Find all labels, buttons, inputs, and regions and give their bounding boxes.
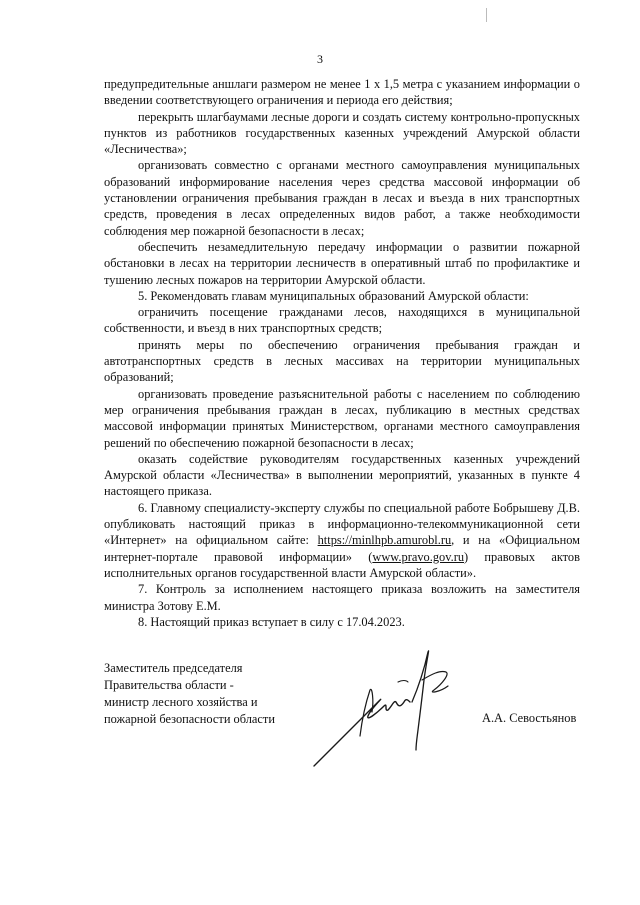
scan-mark (486, 8, 487, 22)
position-line: Правительства области - (104, 678, 234, 692)
paragraph: ограничить посещение гражданами лесов, находящихся в муниципальной собственности, и въезд в них транспортных средств; (104, 305, 580, 336)
position-line: Заместитель председателя (104, 661, 243, 675)
paragraph: 5. Рекомендовать главам муниципальных образований Амурской области: (138, 288, 529, 303)
paragraph: перекрыть шлагбаумами лесные дороги и создать систему контрольно-пропускных пунктов из работников государственных казенных учреждений Амурской области «Лесничества»; (104, 109, 580, 157)
paragraph: принять меры по обеспечению ограничения пребывания граждан и автотранспортных средств в лесных массивах на территории муниципальных образований; (104, 337, 580, 385)
site-link[interactable]: https://minlhpb.amurobl.ru (317, 533, 452, 548)
signer-name: А.А. Севостьянов (482, 711, 577, 725)
paragraph: 7. Контроль за исполнением настоящего приказа возложить на заместителя министра Зотову Е.М. (104, 582, 580, 613)
paragraph: обеспечить незамедлительную передачу информации о развитии пожарной обстановки в лесах на территории лесничеств в оперативный штаб по профилактике и тушению лесных пожаров на территории Амурской области. (104, 239, 580, 287)
paragraph: 8. Настоящий приказ вступает в силу с 17.04.2023. (138, 614, 405, 629)
paragraph: оказать содействие руководителям государственных казенных учреждений Амурской области «Лесничества» в выполнении мероприятий, указанных в пункте 4 настоящего приказа. (104, 451, 580, 499)
paragraph: организовать проведение разъяснительной работы с населением по соблюдению мер ограничения пребывания граждан в лесах, публикацию в местных средствах массовой информации принятых Министерством, органами местного самоуправления решений по обеспечению пожарной безопасности в лесах; (104, 386, 580, 450)
page-number: 3 (317, 52, 323, 66)
document-body (104, 76, 580, 630)
position-line: министр лесного хозяйства и (104, 695, 258, 709)
item6-text: 6. Главному специалисту-эксперту службы по специальной работе Бобрышеву Д.В. опубликовать настоящий приказ в информационно-телекоммуникационной сети «Интернет» на официальном сайте: (104, 500, 580, 548)
paragraph: предупредительные аншлаги размером не менее 1 х 1,5 метра с указанием информации о введении соответствующего ограничения и периода его действия; (104, 77, 580, 108)
pravo-link[interactable]: www.pravo.gov.ru (372, 549, 465, 564)
signatory-position (104, 660, 275, 728)
paragraph: организовать совместно с органами местного самоуправления муниципальных образований информирование населения через средства массовой информации об установлении ограничения пребывания граждан в лесах и въезда в них транспортных средств, проведения в лесах определенных видов работ, а также необходимости соблюдения мер пожарной безопасности в лесах; (104, 158, 580, 238)
paragraph-item-6 (104, 500, 580, 581)
item6-text: , и на «Официальном интернет-портале правовой информации» ( (104, 533, 580, 564)
handwritten-signature (300, 640, 470, 770)
item6-text: ) правовых актов исполнительных органов государственной власти Амурской области». (104, 549, 580, 580)
position-line: пожарной безопасности области (104, 712, 275, 726)
